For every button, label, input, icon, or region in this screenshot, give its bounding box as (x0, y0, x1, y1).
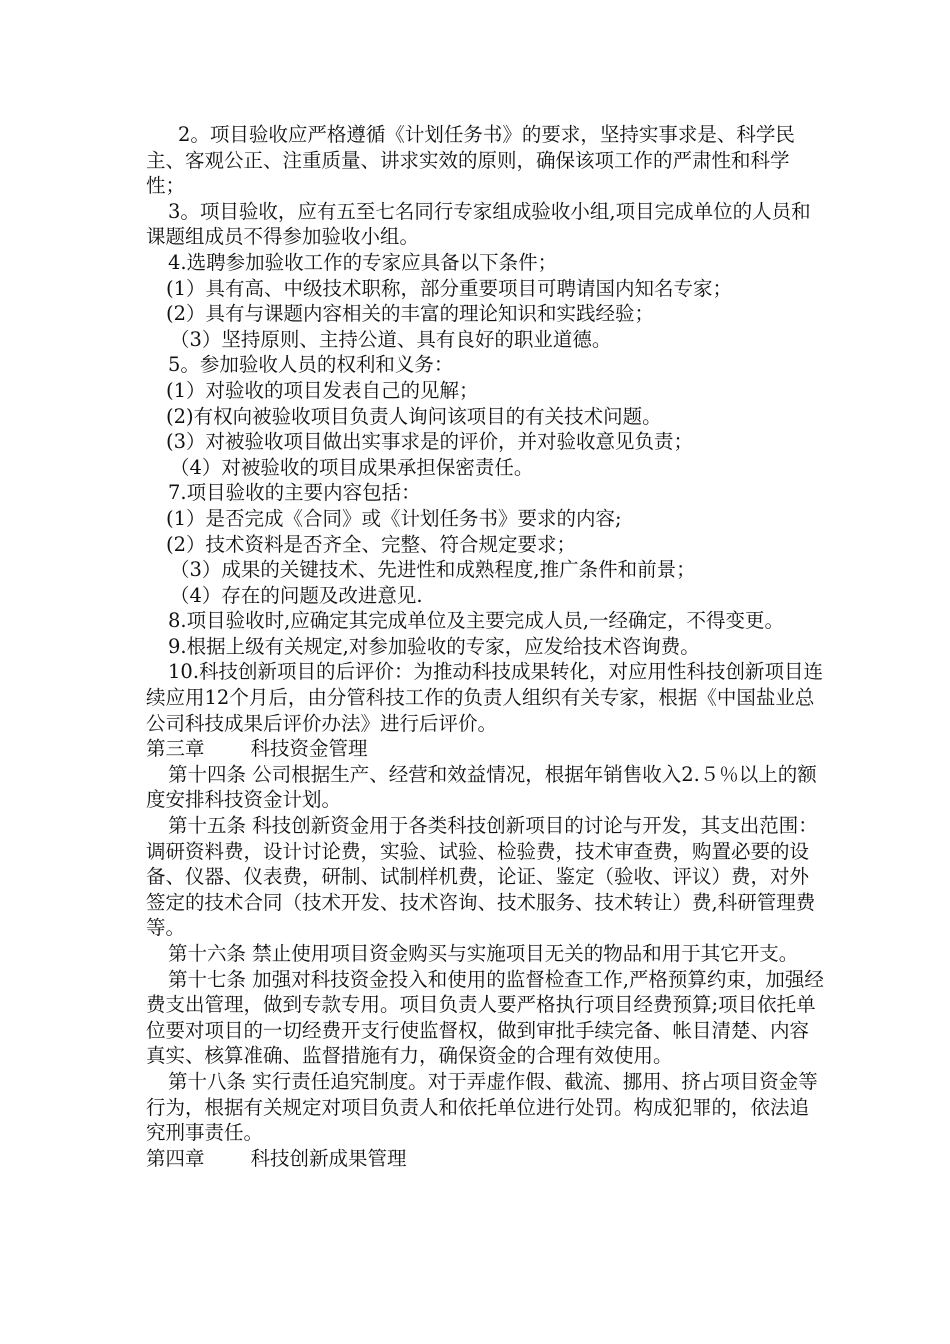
list-item: (1）对验收的项目发表自己的见解； (166, 378, 479, 402)
article-paragraph: 第十七条 加强对科技资金投入和使用的监督检查工作,严格预算约束，加强经费支出管理，做到专款专用。项目负责人要严格执行项目经费预算;项目依托单位要对项目的一切经费开支行使监督权，做到审批手续完备、帐目清楚、内容真实、核算准确、监督措施有力，确保资金的合理有效使用。 (146, 967, 824, 1068)
list-item: (1）具有高、中级技术职称，部分重要项目可聘请国内知名专家； (166, 276, 733, 300)
list-item: (1）是否完成《合同》或《计划任务书》要求的内容; (166, 506, 622, 530)
list-item: (2)有权向被验收项目负责人询问该项目的有关技术问题。 (166, 404, 662, 428)
article-paragraph: 第十八条 实行责任追究制度。对于弄虚作假、截流、挪用、挤占项目资金等行为，根据有关规定对项目负责人和依托单位进行处罚。构成犯罪的，依法追究刑事责任。 (146, 1069, 818, 1145)
article-paragraph: 第十四条 公司根据生产、经营和效益情况，根据年销售收入2.５％以上的额度安排科技资金计划。 (146, 762, 817, 812)
paragraph: 9.根据上级有关规定,对参加验收的专家，应发给技术咨询费。 (168, 634, 700, 658)
list-item: （3）坚持原则、主持公道、具有良好的职业道德。 (170, 327, 612, 351)
document-body (146, 122, 826, 1171)
chapter-heading (146, 736, 826, 762)
list-item: （4）存在的问题及改进意见. (170, 583, 423, 607)
list-item: (3）对被验收项目做出实事求是的评价，并对验收意见负责； (166, 430, 694, 454)
paragraph: 10.科技创新项目的后评价：为推动科技成果转化，对应用性科技创新项目连续应用12个月后，由分管科技工作的负责人组织有关专家，根据《中国盐业总公司科技成果后评价办法》进行后评价。 (146, 660, 824, 735)
article-paragraph: 第十六条 禁止使用项目资金购买与实施项目无关的物品和用于其它开支。 (168, 942, 799, 965)
chapter-title: 科技创新成果管理 (250, 1146, 407, 1170)
paragraph: 7.项目验收的主要内容包括： (168, 481, 421, 505)
chapter-title: 科技资金管理 (250, 737, 368, 761)
paragraph: 5。参加验收人员的权利和义务： (168, 353, 454, 377)
chapter-heading (146, 1146, 826, 1172)
chapter-number: 第三章 (146, 737, 205, 761)
list-item: (2）技术资料是否齐全、完整、符合规定要求； (166, 532, 577, 556)
paragraph: 3。项目验收，应有五至七名同行专家组成验收小组,项目完成单位的人员和课题组成员不得参加验收小组。 (146, 199, 811, 249)
paragraph: 8.项目验收时,应确定其完成单位及主要完成人员,一经确定，不得变更。 (168, 609, 785, 633)
list-item: (2）具有与课题内容相关的丰富的理论知识和实践经验； (166, 302, 655, 326)
chapter-number: 第四章 (146, 1146, 205, 1170)
paragraph: 2。项目验收应严格遵循《计划任务书》的要求，坚持实事求是、科学民主、客观公正、注重质量、讲求实效的原则，确保该项工作的严肃性和科学性； (146, 123, 795, 198)
list-item: （3）成果的关键技术、先进性和成熟程度,推广条件和前景； (170, 558, 696, 582)
article-paragraph: 第十五条 科技创新资金用于各类科技创新项目的讨论与开发，其支出范围：调研资料费，设计讨论费，实验、试验、检验费，技术审查费，购置必要的设备、仪器、仪表费，研制、试制样机费，论证、鉴定（验收、评议）费，对外签定的技术合同（技术开发、技术咨询、技术服务、技术转让）费,科研管理费等。 (146, 814, 818, 940)
list-item: （4）对被验收的项目成果承担保密责任。 (170, 455, 534, 479)
paragraph: 4.选聘参加验收工作的专家应具备以下条件； (168, 250, 558, 274)
